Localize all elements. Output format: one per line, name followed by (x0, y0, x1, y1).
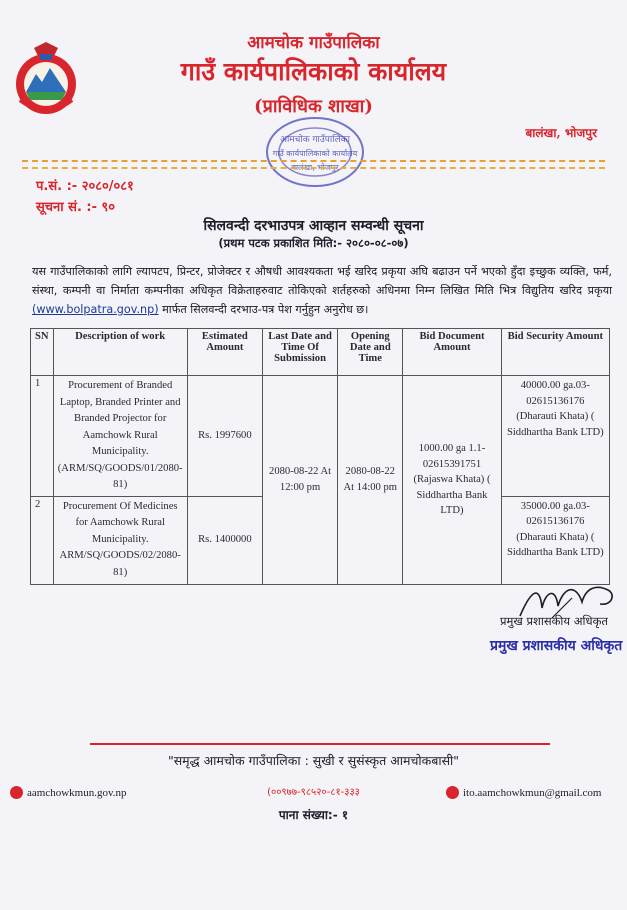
notice-subtitle: (प्रथम पटक प्रकाशित मिति:- २०८०-०८-०७) (218, 236, 409, 250)
table-header-row (31, 329, 610, 376)
row-description: Procurement Of Medicines for Aamchowk Rural Municipality. ARM/SQ/GOODS/02/2080-81) (53, 496, 187, 584)
footer-slogan: "समृद्ध आमचोक गाउँपालिका : सुखी र सुसंस्कृत आमचोकबासी" (167, 753, 460, 768)
row-bid-security: 40000.00 ga.03-02615136176 (Dharauti Khata) ( Siddhartha Bank LTD) (501, 376, 609, 497)
office-seal-stamp (260, 112, 370, 192)
row-estimated: Rs. 1997600 (187, 376, 262, 497)
header-opening: Opening Date and Time (338, 329, 403, 376)
page-count: पाना संख्या:- १ (278, 808, 349, 822)
footer-email[interactable] (446, 786, 601, 799)
notice-body-text-1: यस गाउँपालिकाको लागि ल्यापटप, प्रिन्टर, प्रोजेक्टर र औषधी आवश्यकता भई खरिद प्रकृया अघि बढाउन पर्ने भएको हुँदा इच्छुक व्यक्ति, फर्म, संस्था, कम्पनी वा निर्माता कम्पनीका अधिकृत विक्रेताहरुवाट तोकिएको शर्तहरुको अधिनमा निम्न लिखित मिति भित्र विद्युतिय खरिद प्रकृया (32, 265, 612, 297)
office-location: बालंखा, भोजपुर (525, 126, 597, 140)
notice-title: सिलवन्दी दरभाउपत्र आव्हान सम्वन्धी सूचना (203, 218, 424, 234)
header-bid-doc: Bid Document Amount (403, 329, 501, 376)
header-sn: SN (31, 329, 54, 376)
row-sn: 2 (31, 496, 54, 584)
header-estimated: Estimated Amount (187, 329, 262, 376)
seal-text-2: गाउँ कार्यपालिकाको कार्यालय (272, 149, 358, 158)
row-bid-doc: 1000.00 ga 1.1-02615391751 (Rajaswa Khata) ( Siddhartha Bank LTD) (403, 376, 501, 585)
notice-number: सूचना सं. :- ९० (36, 200, 116, 215)
website-text: aamchowkmun.gov.np (27, 786, 127, 799)
branch-name: (प्राविधिक शाखा) (254, 96, 373, 117)
row-opening: 2080-08-22 At 14:00 pm (338, 376, 403, 585)
header-divider-2 (22, 167, 605, 169)
municipality-name: आमचोक गाउँपालिका (247, 33, 380, 53)
header-description: Description of work (53, 329, 187, 376)
letter-reference-number: प.सं. :- २०८०/०८१ (36, 179, 134, 194)
row-sn: 1 (31, 376, 54, 497)
office-name: गाउँ कार्यपालिकाको कार्यालय (180, 57, 447, 86)
notice-body (32, 262, 612, 319)
notice-body-text-2: मार्फत सिलवन्दी दरभाउ-पत्र पेश गर्नुहुन अनुरोध छ। (158, 303, 369, 316)
signatory-title: प्रमुख प्रशासकीय अधिकृत (500, 614, 608, 628)
header-last-date: Last Date and Time Of Submission (262, 329, 337, 376)
header-divider (22, 160, 605, 162)
seal-text-1: आमचोक गाउँपालिका (280, 135, 350, 145)
signatory-stamp: प्रमुख प्रशासकीय अधिकृत (490, 638, 623, 654)
bolpatra-link[interactable]: (www.bolpatra.gov.np) (32, 303, 159, 316)
table-row (31, 376, 610, 497)
footer-divider (90, 743, 550, 745)
row-estimated: Rs. 1400000 (187, 496, 262, 584)
header-bid-security: Bid Security Amount (501, 329, 609, 376)
footer-phone: (००९७७-९८५२०-८१-३३३ (267, 787, 360, 798)
mail-icon (446, 786, 459, 799)
seal-text-3: बालंखा, भोजपुर (291, 163, 339, 172)
row-last-date: 2080-08-22 At 12:00 pm (262, 376, 337, 585)
bid-table (30, 328, 610, 585)
row-description: Procurement of Branded Laptop, Branded Printer and Branded Projector for Aamchowk Rural Municipality. (ARM/SQ/GOODS/01/2080-81) (53, 376, 187, 497)
email-text: ito.aamchowkmun@gmail.com (463, 786, 602, 799)
row-bid-security: 35000.00 ga.03-02615136176 (Dharauti Khata) ( Siddhartha Bank LTD) (501, 496, 609, 584)
